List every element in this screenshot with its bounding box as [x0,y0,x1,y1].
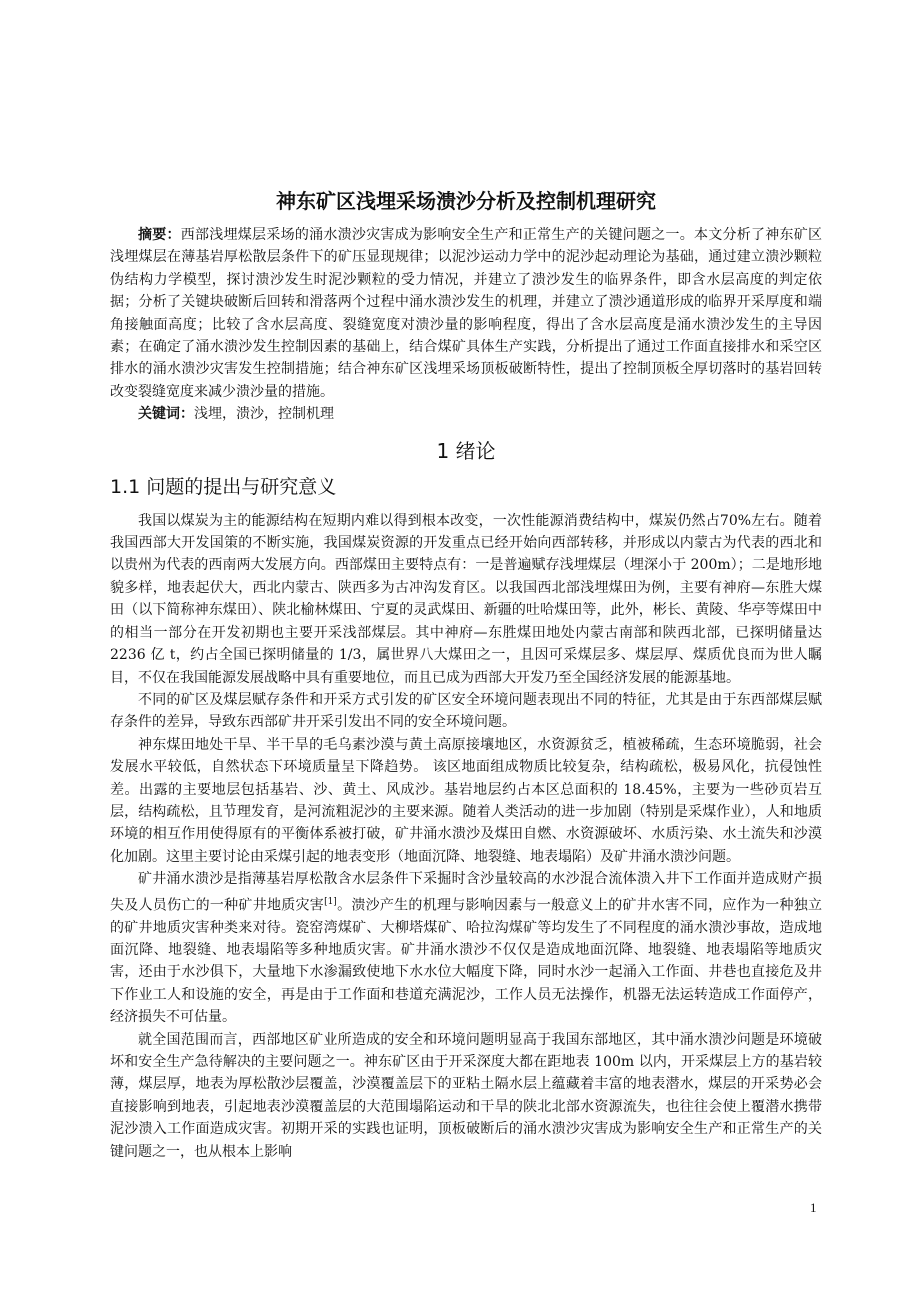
abstract [110,224,822,403]
chapter-heading: 1 绪论 [436,438,496,463]
keywords [110,403,822,425]
section-heading: 1.1 问题的提出与研究意义 [110,475,337,498]
paragraph-4 [110,868,822,1029]
paragraph-4-text-b: 。溃沙产生的机理与影响因素与一般意义上的矿井水害不同，应作为一种独立的矿井地质灾害种类来对待。瓷窑湾煤矿、大柳塔煤矿、哈拉沟煤矿等均发生了不同程度的涌水溃沙事故，造成地面沉降、地裂缝、地表塌陷等多种地质灾害。矿井涌水溃沙不仅仅是造成地面沉降、地裂缝、地表塌陷等地质灾害，还由于水沙俱下，大量地下水渗漏致使地下水水位大幅度下降，同时水沙一起涌入工作面、井巷也直接危及井下作业工人和设施的安全，再是由于工作面和巷道充满泥沙，工作人员无法操作，机器无法运转造成工作面停产，经济损失不可估量。 [110,897,823,1026]
paragraph-4-text-a: 矿井涌水溃沙是指薄基岩厚松散含水层条件下采掘时含沙量较高的水沙混合流体溃入井下工作面并造成财产损失及人员伤亡的一种矿井地质灾害 [110,871,822,914]
paper-title: 神东矿区浅埋采场溃沙分析及控制机理研究 [276,189,656,213]
paragraph-1: 我国以煤炭为主的能源结构在短期内难以得到根本改变，一次性能源消费结构中，煤炭仍然占70%左右。随着我国西部大开发国策的不断实施，我国煤炭资源的开发重点已经开始向西部转移，并形成以内蒙古为代表的西北和以贵州为代表的西南两大发展方向。西部煤田主要特点有：一是普遍赋存浅埋煤层（埋深小于 200m）；二是地形地貌多样，地表起伏大，西北内蒙古、陕西多为古冲沟发育区。以我国西北部浅埋煤田为例，主要有神府—东胜大煤田（以下简称神东煤田）、陕北榆林煤田、宁夏的灵武煤田、新疆的吐哈煤田等，此外，彬长、黄陵、华亭等煤田中的相当一部分在开发初期也主要开采浅部煤层。其中神府—东胜煤田地处内蒙古南部和陕西北部，已探明储量达 2236 亿 t，约占全国已探明储量的 1/3，属世界八大煤田之一，且因可采煤层多、煤层厚、煤质优良而为世人瞩目，不仅在我国能源发展战略中具有重要地位，而且已成为西部大开发乃至全国经济发展的能源基地。 [110,512,822,686]
keywords-text: 浅埋，溃沙，控制机理 [194,406,334,423]
abstract-label: 摘要： [138,227,181,243]
paragraph-3: 神东煤田地处干旱、半干旱的毛乌素沙漠与黄土高原接壤地区，水资源贫乏，植被稀疏，生态环境脆弱，社会发展水平较低，自然状态下环境质量呈下降趋势。 该区地面组成物质比较复杂，结构疏松，极易风化，抗侵蚀性差。出露的主要地层包括基岩、沙、黄土、风成沙。基岩地层约占本区总面积的 18.45%，主要为一些砂页岩互层，结构疏松，且节理发育，是河流粗泥沙的主要来源。随着人类活动的进一步加剧（特别是采煤作业），人和地质环境的相互作用使得原有的平衡体系被打破，矿井涌水溃沙及煤田自燃、水资源破坏、水质污染、水土流失和沙漠化加剧。这里主要讨论由采煤引起的地表变形（地面沉降、地裂缝、地表塌陷）及矿井涌水溃沙问题。 [110,736,822,865]
page-number: 1 [810,1200,817,1215]
page-content [110,186,822,1163]
paragraph-2: 不同的矿区及煤层赋存条件和开采方式引发的矿区安全环境问题表现出不同的特征，尤其是由于东西部煤层赋存条件的差异，导致东西部矿井开采引发出不同的安全环境问题。 [110,691,822,731]
paragraph-5: 就全国范围而言，西部地区矿业所造成的安全和环境问题明显高于我国东部地区，其中涌水溃沙问题是环境破坏和安全生产急待解决的主要问题之一。神东矿区由于开采深度大都在距地表 100m 以内，开采煤层上方的基岩较薄，煤层厚，地表为厚松散沙层覆盖，沙漠覆盖层下的亚粘土隔水层上蕴藏着丰富的地表潜水，煤层的开采势必会直接影响到地表，引起地表沙漠覆盖层的大范围塌陷运动和干旱的陕北北部水资源流失，也往往会使上覆潜水携带泥沙溃入工作面造成灾害。初期开采的实践也证明，顶板破断后的涌水溃沙灾害成为影响安全生产和正常生产的关键问题之一，也从根本上影响 [110,1031,822,1160]
citation-ref: [1] [324,896,337,907]
abstract-text: 西部浅埋煤层采场的涌水溃沙灾害成为影响安全生产和正常生产的关键问题之一。本文分析了神东矿区浅埋煤层在薄基岩厚松散层条件下的矿压显现规律；以泥沙运动力学中的泥沙起动理论为基础，通过建立溃沙颗粒伪结构力学模型，探讨溃沙发生时泥沙颗粒的受力情况，并建立了溃沙发生的临界条件，即含水层高度的判定依据；分析了关键块破断后回转和滑落两个过程中涌水溃沙发生的机理，并建立了溃沙通道形成的临界开采厚度和端角接触面高度；比较了含水层高度、裂缝宽度对溃沙量的影响程度，得出了含水层高度是涌水溃沙发生的主导因素；在确定了涌水溃沙发生控制因素的基础上，结合煤矿具体生产实践，分析提出了通过工作面直接排水和采空区排水的涌水溃沙灾害发生控制措施；结合神东矿区浅埋采场顶板破断特性，提出了控制顶板全厚切落时的基岩回转改变裂缝宽度来减少溃沙量的措施。 [110,227,823,400]
keywords-label: 关键词： [138,406,194,423]
